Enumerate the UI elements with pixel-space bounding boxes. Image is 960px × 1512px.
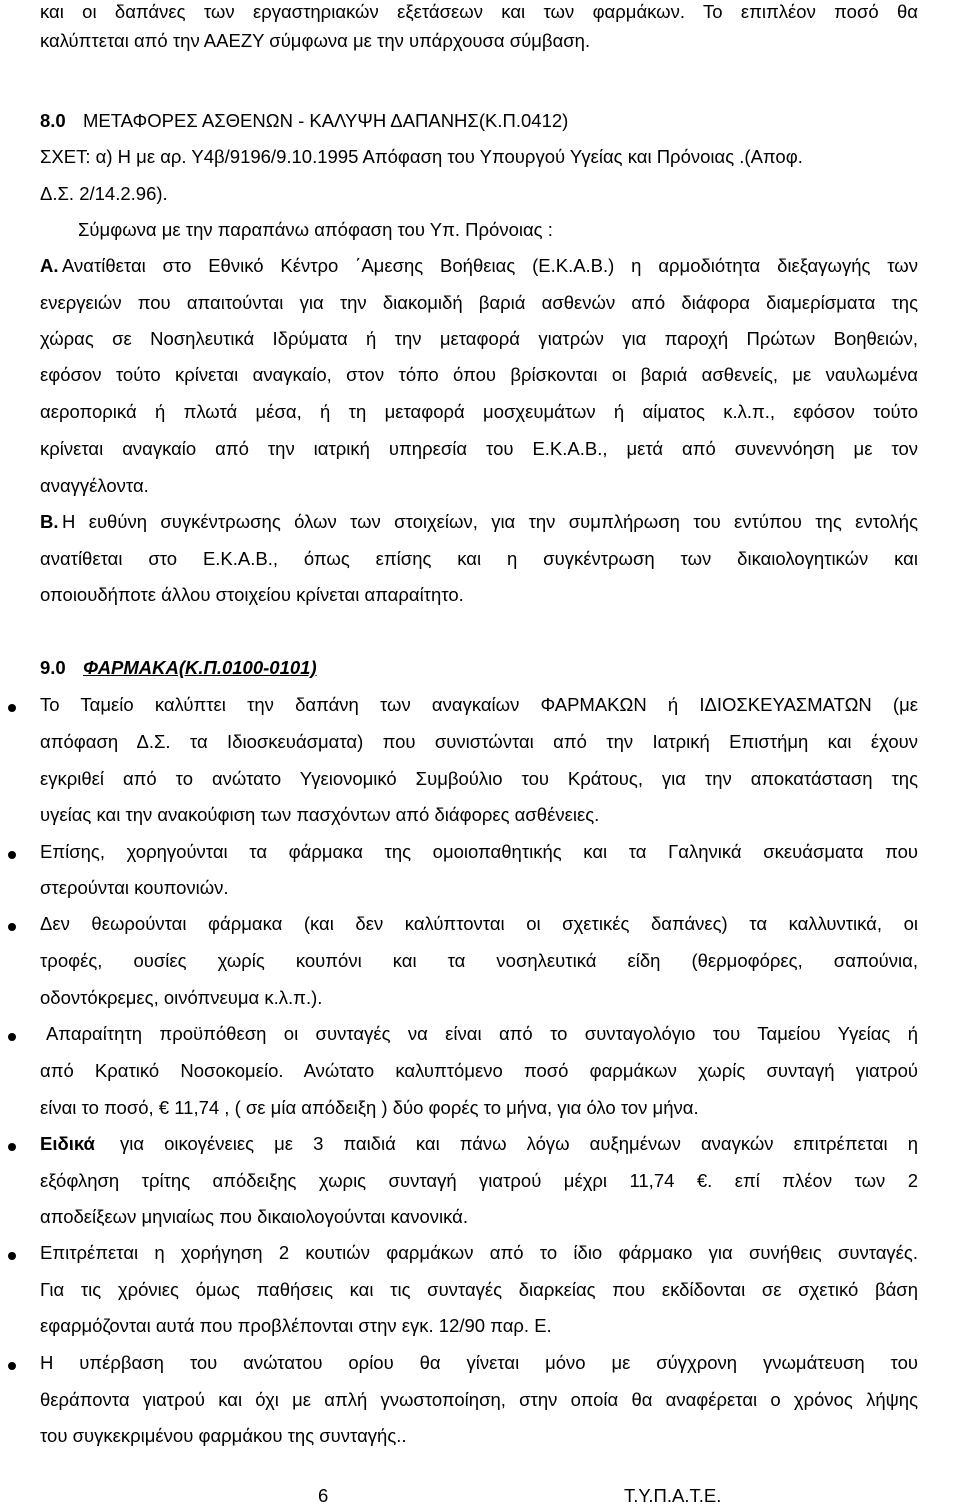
bullet-line: τροφές, ουσίες χωρίς κουπόνι και τα νοσηλευτικά είδη (θερμοφόρες, σαπούνια, xyxy=(40,950,918,971)
bullet-line: θεράποντα γιατρού και όχι με απλή γνωστοποίηση, στην οποία θα αναφέρεται ο χρόνος λήψης xyxy=(40,1389,918,1410)
paragraph-line: αναγγέλοντα. xyxy=(40,475,149,496)
intro-line: και οι δαπάνες των εργαστηριακών εξετάσεων και των φαρμάκων. Το επιπλέον ποσό θα xyxy=(40,1,918,22)
paragraph-line: Σύμφωνα με την παραπάνω απόφαση του Υπ. Πρόνοιας : xyxy=(78,219,553,240)
bullet-line: του συγκεκριμένου φαρμάκου της συνταγής.. xyxy=(40,1425,407,1446)
reference-line: Δ.Σ. 2/14.2.96). xyxy=(40,183,168,204)
bullet-line: είναι το ποσό, € 11,74 , ( σε μία απόδειξη ) δύο φορές το μήνα, για όλο τον μήνα. xyxy=(40,1097,699,1118)
bullet-line: εγκριθεί από το ανώτατο Υγειονομικό Συμβούλιο του Κράτους, για την αποκατάσταση της xyxy=(40,768,918,789)
bullet-line: από Κρατικό Νοσοκομείο. Ανώτατο καλυπτόμενο ποσό φαρμάκων χωρίς συνταγή γιατρού xyxy=(40,1060,918,1081)
paragraph-line: ανατίθεται στο Ε.Κ.Α.Β., όπως επίσης και η συγκέντρωση των δικαιολογητικών και xyxy=(40,548,918,569)
paragraph-line: Η ευθύνη συγκέντρωσης όλων των στοιχείων, για την συμπλήρωση του εντύπου της εντολής xyxy=(62,511,918,532)
paragraph-line: ενεργειών που απαιτούνται για την διακομιδή βαριά ασθενών από διάφορα διαμερίσματα της xyxy=(40,292,918,313)
bullet-line: υγείας και την ανακούφιση των πασχόντων από διάφορες ασθένειες. xyxy=(40,804,600,825)
bullet-line: οδοντόκρεμες, οινόπνευμα κ.λ.π.). xyxy=(40,987,323,1008)
intro-line: καλύπτεται από την ΑΑΕΖΥ σύμφωνα με την υπάρχουσα σύμβαση. xyxy=(40,30,591,51)
page-number: 6 xyxy=(318,1485,329,1506)
paragraph-line: οποιουδήποτε άλλου στοιχείου κρίνεται απαραίτητο. xyxy=(40,584,464,605)
section-title: ΜΕΤΑΦΟΡΕΣ ΑΣΘΕΝΩΝ - ΚΑΛΥΨΗ ΔΑΠΑΝΗΣ(Κ.Π.0412) xyxy=(83,110,569,131)
paragraph-line: χώρας σε Νοσηλευτικά Ιδρύματα ή την μεταφορά γιατρών για παροχή Πρώτων Βοηθειών, xyxy=(40,328,918,349)
bullet-line: Απαραίτητη προϋπόθεση οι συνταγές να είναι από το συνταγολόγιο του Ταμείου Υγείας ή xyxy=(46,1023,918,1044)
bullet-line: στερούνται κουπονιών. xyxy=(40,877,229,898)
footer-organization: Τ.Υ.Π.Α.Τ.Ε. xyxy=(624,1485,722,1506)
bullet-line: Επιτρέπεται η χορήγηση 2 κουτιών φαρμάκων από το ίδιο φάρμακο για συνήθεις συνταγές. xyxy=(40,1242,918,1263)
reference-line: ΣΧΕΤ: α) Η με αρ. Υ4β/9196/9.10.1995 Απόφαση του Υπουργού Υγείας και Πρόνοιας .(Αποφ. xyxy=(40,146,803,167)
section-number: 9.0 xyxy=(40,657,66,678)
bullet-line: Για τις χρόνιες όμως παθήσεις και τις συνταγές διαρκείας που εκδίδονται σε σχετικό βάση xyxy=(40,1279,918,1300)
bullet-icon xyxy=(8,1252,16,1260)
section-number: 8.0 xyxy=(40,110,66,131)
bullet-line: εξόφληση τρίτης απόδειξης χωρις συνταγή γιατρού μέχρι 11,74 €. επί πλέον των 2 xyxy=(40,1170,918,1191)
bullet-icon xyxy=(8,704,16,712)
paragraph-line: αεροπορικά ή πλωτά μέσα, ή τη μεταφορά μοσχευμάτων ή αίματος κ.λ.π., εφόσον τούτο xyxy=(40,401,918,422)
bullet-icon xyxy=(8,1362,16,1370)
bullet-line: Επίσης, χορηγούνται τα φάρμακα της ομοιοπαθητικής και τα Γαληνικά σκευάσματα που xyxy=(40,841,918,862)
item-label: Α. xyxy=(40,255,59,276)
bullet-icon xyxy=(8,1033,16,1041)
bullet-line: για οικογένειες με 3 παιδιά και πάνω λόγω αυξημένων αναγκών επιτρέπεται η xyxy=(120,1133,918,1154)
item-label: Β. xyxy=(40,511,59,532)
bullet-icon xyxy=(8,851,16,859)
bullet-line: απόφαση Δ.Σ. τα Ιδιοσκευάσματα) που συνιστώνται από την Ιατρική Επιστήμη και έχουν xyxy=(40,731,918,752)
bullet-icon xyxy=(8,923,16,931)
bullet-icon xyxy=(8,1143,16,1151)
bullet-line: Η υπέρβαση του ανώτατου ορίου θα γίνεται μόνο με σύγχρονη γνωμάτευση του xyxy=(40,1352,918,1373)
bullet-line: εφαρμόζονται αυτά που προβλέπονται στην εγκ. 12/90 παρ. Ε. xyxy=(40,1315,552,1336)
bullet-line: Δεν θεωρούνται φάρμακα (και δεν καλύπτονται οι σχετικές δαπάνες) τα καλλυντικά, οι xyxy=(40,913,918,934)
emphasis-word: Ειδικά xyxy=(40,1133,95,1154)
paragraph-line: εφόσον τούτο κρίνεται αναγκαίο, στον τόπο όπου βρίσκονται οι βαριά ασθενείς, με ναυλωμένα xyxy=(40,364,918,385)
bullet-line: Το Ταμείο καλύπτει την δαπάνη των αναγκαίων ΦΑΡΜΑΚΩΝ ή ΙΔΙΟΣΚΕΥΑΣΜΑΤΩΝ (με xyxy=(40,694,918,715)
section-title: ΦΑΡΜΑΚΑ(Κ.Π.0100-0101) xyxy=(83,657,317,678)
bullet-line: αποδείξεων μηνιαίως που δικαιολογούνται κανονικά. xyxy=(40,1206,468,1227)
paragraph-line: κρίνεται αναγκαίο από την ιατρική υπηρεσία του Ε.Κ.Α.Β., μετά από συνεννόηση με τον xyxy=(40,438,918,459)
paragraph-line: Ανατίθεται στο Εθνικό Κέντρο ΄Αμεσης Βοήθειας (Ε.Κ.Α.Β.) η αρμοδιότητα διεξαγωγής των xyxy=(62,255,918,276)
